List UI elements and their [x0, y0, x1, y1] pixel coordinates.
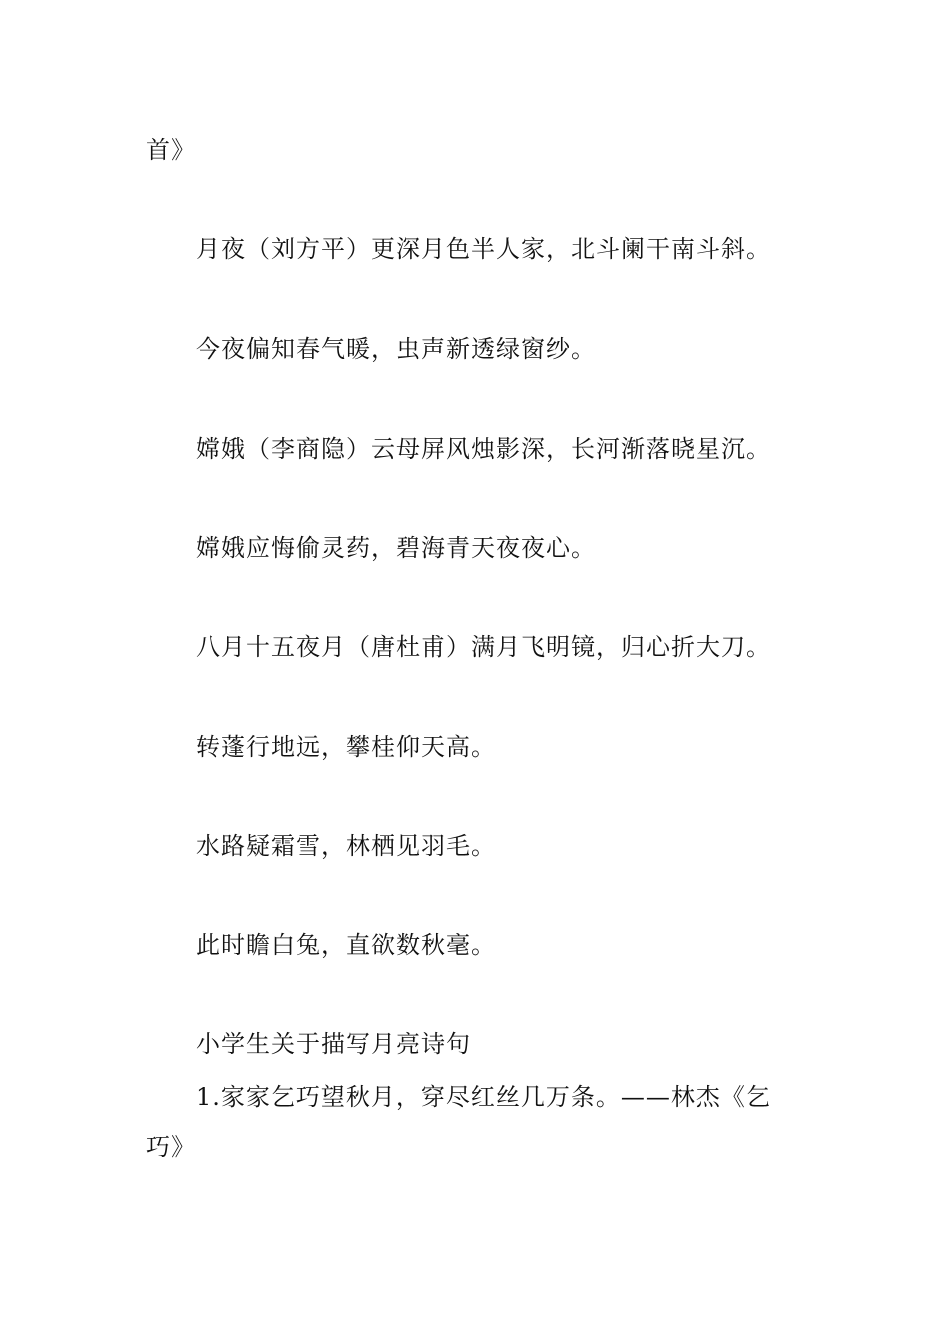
- section-heading: 小学生关于描写月亮诗句: [196, 1030, 471, 1058]
- list-item-text: 1.家家乞巧望秋月，穿尽红丝几万条。——林杰《乞: [196, 1083, 771, 1111]
- list-item-text-continuation: 巧》: [146, 1133, 196, 1161]
- poem-line: 嫦娥应悔偷灵药，碧海青天夜夜心。: [196, 534, 596, 562]
- poem-line: 月夜（刘方平）更深月色半人家，北斗阑干南斗斜。: [196, 235, 771, 263]
- poem-line: 八月十五夜月（唐杜甫）满月飞明镜，归心折大刀。: [196, 633, 771, 661]
- poem-line: 今夜偏知春气暖，虫声新透绿窗纱。: [196, 335, 596, 363]
- poem-line: 嫦娥（李商隐）云母屏风烛影深，长河渐落晓星沉。: [196, 435, 771, 463]
- poem-line: 水路疑霜雪，林栖见羽毛。: [196, 832, 496, 860]
- poem-line: 转蓬行地远，攀桂仰天高。: [196, 733, 496, 761]
- poem-line: 此时瞻白兔，直欲数秋毫。: [196, 931, 496, 959]
- continuation-text: 首》: [146, 136, 196, 164]
